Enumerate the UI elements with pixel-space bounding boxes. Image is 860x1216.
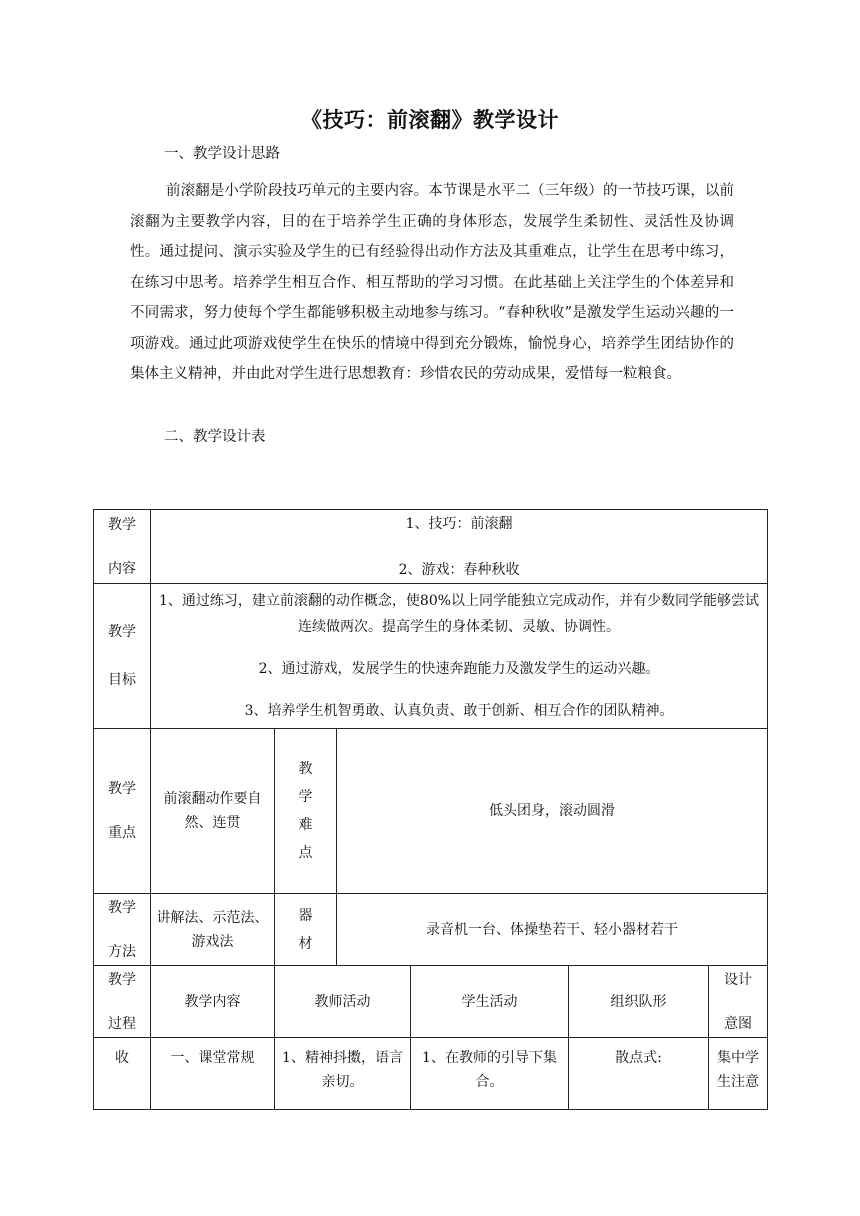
header-teacher-activity: 教师活动	[275, 966, 411, 1038]
row-design-intent: 集中学生注意	[709, 1038, 768, 1110]
goal-item: 1、通过练习，建立前滚翻的动作概念，使80%以上同学能独立完成动作，并有少数同学能够尝试连续做两次。提高学生的身体柔韧、灵敏、协调性。	[159, 593, 760, 635]
content-items	[151, 510, 768, 584]
goal-item: 2、通过游戏，发展学生的快速奔跑能力及激发学生的运动兴趣。	[258, 661, 660, 677]
section-heading-design-idea: 一、教学设计思路	[164, 146, 280, 162]
goal-items	[151, 584, 768, 729]
row-content: 一、课堂常规	[151, 1038, 275, 1110]
document-title: 《技巧：前滚翻》教学设计	[301, 108, 559, 132]
stage-cell: 收	[94, 1038, 151, 1110]
process-label: 教学 过程	[94, 966, 151, 1038]
difficulty: 低头团身，滚动圆滑	[337, 729, 768, 894]
methods: 讲解法、示范法、游戏法	[151, 894, 275, 966]
process-header-row	[94, 966, 768, 1038]
key-label: 教学 重点	[94, 729, 151, 894]
header-student-activity: 学生活动	[411, 966, 569, 1038]
content-label: 教学 内容	[94, 510, 151, 584]
row-formation: 散点式:	[569, 1038, 709, 1110]
content-item: 2、游戏：春种秋收	[398, 561, 520, 578]
difficulty-label: 教 学 难 点	[275, 729, 337, 894]
row-student-activity: 1、在教师的引导下集合。	[411, 1038, 569, 1110]
row-teacher-activity: 1、精神抖擞，语言亲切。	[275, 1038, 411, 1110]
section-heading-design-table: 二、教学设计表	[164, 429, 266, 445]
process-row	[94, 1038, 768, 1110]
key-difficulty-row	[94, 729, 768, 894]
goal-row	[94, 584, 768, 729]
content-row	[94, 510, 768, 584]
header-formation: 组织队形	[569, 966, 709, 1038]
equipment: 录音机一台、体操垫若干、轻小器材若干	[337, 894, 768, 966]
equipment-label: 器 材	[275, 894, 337, 966]
header-teaching-content: 教学内容	[151, 966, 275, 1038]
method-equipment-row	[94, 894, 768, 966]
design-idea-paragraph: 前滚翻是小学阶段技巧单元的主要内容。本节课是水平二（三年级）的一节技巧课，以前滚翻为主要教学内容，目的在于培养学生正确的身体形态，发展学生柔韧性、灵活性及协调性。通过提问、演示实验及学生的已有经验得出动作方法及其重难点，让学生在思考中练习，在练习中思考。培养学生相互合作、相互帮助的学习习惯。在此基础上关注学生的个体差异和不同需求，努力使每个学生都能够积极主动地参与练习。“春种秋收”是激发学生运动兴趣的一项游戏。通过此项游戏使学生在快乐的情境中得到充分锻炼，愉悦身心，培养学生团结协作的集体主义精神，并由此对学生进行思想教育：珍惜农民的劳动成果，爱惜每一粒粮食。	[130, 183, 734, 382]
goal-item: 3、培养学生机智勇敢、认真负责、敢于创新、相互合作的团队精神。	[244, 703, 674, 719]
content-item: 1、技巧：前滚翻	[405, 515, 513, 532]
key-point: 前滚翻动作要自然、连贯	[151, 729, 275, 894]
teaching-design-table	[93, 509, 768, 1110]
goal-label: 教学 目标	[94, 584, 151, 729]
method-label: 教学 方法	[94, 894, 151, 966]
header-design-intent: 设计 意图	[709, 966, 768, 1038]
